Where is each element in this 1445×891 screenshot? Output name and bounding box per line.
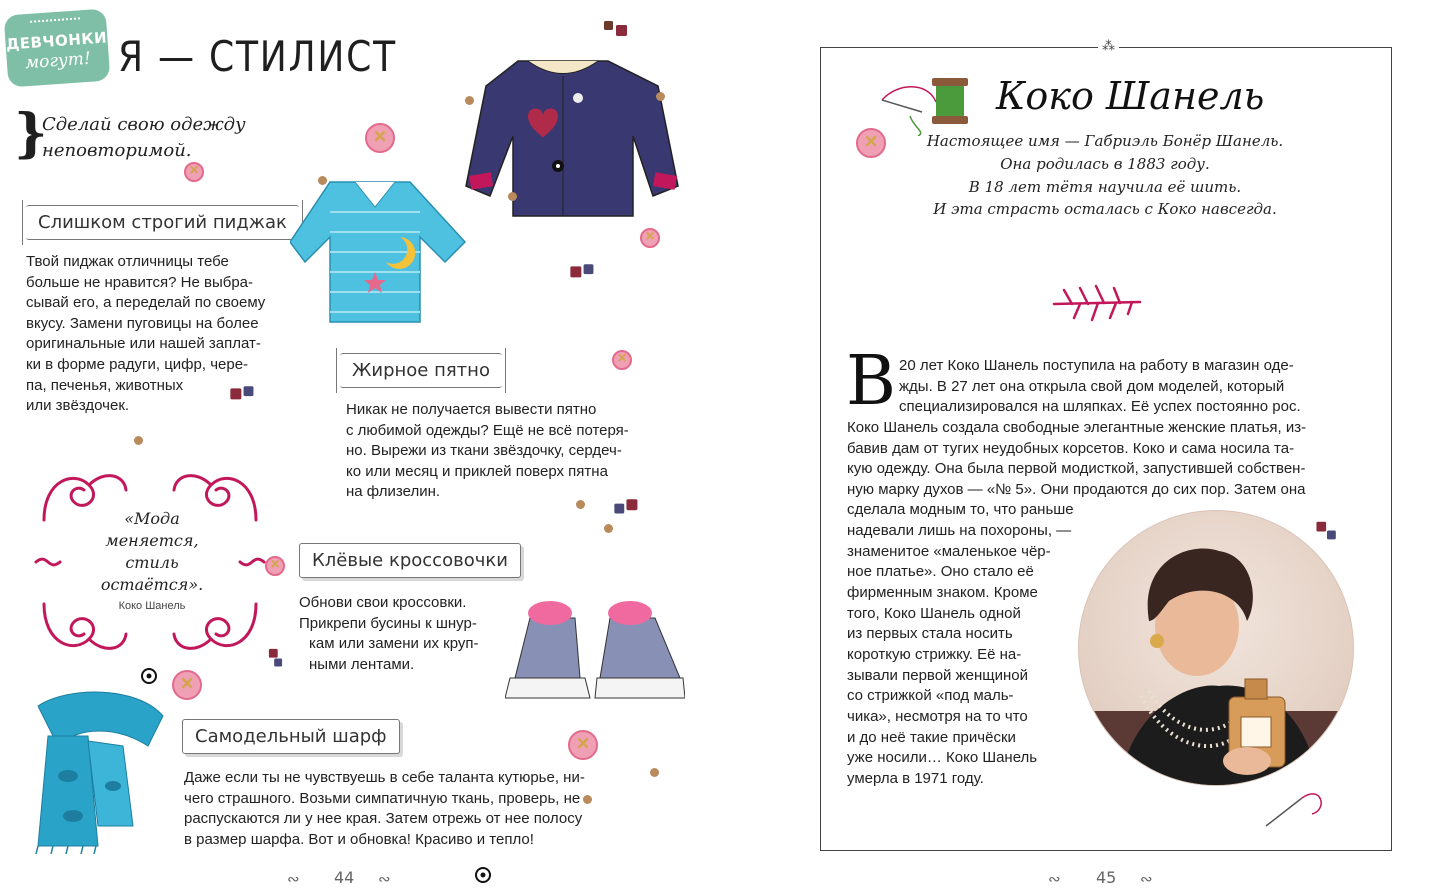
quote-text: [92, 508, 212, 596]
bio-line: фирменным знаком. Кроме: [847, 584, 1038, 601]
intro-line: В 18 лет тётя научила её шить.: [968, 177, 1242, 196]
sneakers-illustration: [505, 598, 685, 708]
bead-icon: [318, 176, 327, 185]
quote-line: стиль: [125, 553, 179, 572]
sewing-button-icon: [640, 228, 660, 248]
text-line: Даже если ты не чувствуешь в себе таланта кутюрье, ни-: [184, 769, 585, 786]
section-heading-stain: Жирное пятно: [340, 353, 502, 388]
sewing-button-icon: [612, 350, 632, 370]
biography-title: Коко Шанель: [996, 74, 1265, 118]
target-button-icon: [475, 867, 491, 883]
text-line: на флизелин.: [346, 483, 441, 501]
sewing-button-icon: [184, 162, 204, 182]
sewing-button-icon: [568, 730, 598, 760]
thread-spool-icon: [228, 384, 258, 406]
brand-badge: [4, 9, 111, 88]
footer-swirl: ∾: [1048, 870, 1061, 888]
text-line: оригинальные или нашей заплат-: [26, 335, 261, 353]
section-heading-jacket: Слишком строгий пиджак: [26, 205, 299, 240]
intro-line: Настоящее имя — Габриэль Бонёр Шанель.: [926, 132, 1284, 150]
target-button-icon: [141, 668, 157, 684]
bio-line: умерла в 1971 году.: [847, 770, 984, 787]
text-line: чего страшного. Возьми симпатичную ткань, проверь, не: [184, 789, 581, 807]
frame-ornament-top: ⁂: [1098, 38, 1119, 54]
text-line: ко или месяц и приклей поверх пятна: [346, 462, 608, 480]
bio-line: ное платье». Оно стало её: [847, 563, 1034, 580]
page-title: Я — СТИЛИСТ: [118, 32, 397, 81]
quote-line: «Мода: [124, 509, 180, 528]
quote-line: меняется,: [105, 531, 199, 550]
portrait-illustration: [1078, 510, 1354, 786]
section-text-stain: [346, 400, 646, 503]
page-number-left: 44: [334, 868, 355, 887]
bio-line: сделала модным то, что раньше: [847, 501, 1074, 518]
thread-spool-icon: [612, 497, 642, 519]
thread-spool-icon: [1312, 520, 1342, 542]
text-line: Обнови свои кроссовки.: [299, 594, 467, 611]
bio-line: короткую стрижку. Её на-: [847, 646, 1022, 663]
bead-icon: [650, 768, 659, 777]
badge-line2: могут!: [24, 48, 92, 74]
text-line: вкусу. Замени пуговицы на более: [26, 314, 259, 332]
text-line: в размер шарфа. Вот и обновка! Красиво и тепло!: [184, 830, 534, 848]
text-line: или звёздочек.: [26, 397, 130, 415]
bio-line: кую одежду. Она была первой модисткой, запустившей собствен-: [847, 460, 1306, 477]
text-line: кам или замени их круп-: [309, 635, 479, 653]
footer-swirl: ∾: [287, 870, 300, 888]
intro-line: Она родилась в 1883 году.: [1000, 154, 1210, 173]
page-number-right: 45: [1096, 868, 1117, 887]
bio-line: ную марку духов — «№ 5». Они продаются до сих пор. Затем она: [847, 481, 1306, 498]
badge-stitch: [30, 17, 80, 22]
subtitle-line2: неповторимой.: [42, 140, 192, 161]
brace-mark: }: [14, 103, 48, 164]
bio-line: чика», несмотря на то что: [847, 708, 1028, 725]
bio-line: со стрижкой «под маль-: [847, 687, 1014, 704]
scarf-illustration: [28, 686, 168, 856]
bio-line: 20 лет Коко Шанель поступила на работу в магазин оде-: [899, 357, 1294, 374]
sweater-illustration: [290, 172, 470, 332]
bio-line: бавив дам от тугих неудобных корсетов. Коко и сама носила та-: [847, 440, 1295, 457]
text-line: ки в форме радуги, цифр, чере-: [26, 355, 249, 373]
bio-line: зывали первой женщиной: [847, 667, 1028, 684]
bead-icon: [465, 96, 474, 105]
bead-icon: [576, 500, 585, 509]
bio-line: того, Коко Шанель одной: [847, 605, 1021, 622]
thread-spool-icon: [264, 648, 294, 670]
quote-block: [34, 460, 266, 664]
needle-thread-icon: [1262, 780, 1332, 830]
section-heading-scarf: Самодельный шарф: [182, 719, 400, 754]
footer-swirl: ∾: [1140, 870, 1153, 888]
portrait-art: [1079, 511, 1354, 786]
jacket-illustration: [458, 46, 688, 226]
sewing-button-icon: [265, 556, 285, 576]
spool-needle-illustration: [878, 72, 978, 136]
subtitle-line1: Сделай свою одежду: [42, 114, 246, 135]
section-heading-sneakers: Клёвые кроссовочки: [299, 543, 521, 578]
bead-icon: [583, 795, 592, 804]
bead-icon: [656, 92, 665, 101]
section-text-sneakers: [299, 593, 499, 675]
text-line: Никак не получается вывести пятно: [346, 401, 597, 418]
bio-line: знаменитое «маленькое чёр-: [847, 543, 1051, 560]
sewing-button-icon: [172, 670, 202, 700]
text-line: сывай его, а переделай по своему: [26, 294, 266, 312]
text-line: ными лентами.: [309, 655, 415, 673]
bead-icon: [604, 524, 613, 533]
quote-line: остаётся».: [100, 575, 204, 594]
text-line: больше не нравится? Не выбра-: [26, 273, 254, 291]
bio-line: уже носили… Коко Шанель: [847, 749, 1038, 766]
bio-line: Коко Шанель создала свободные элегантные женские платья, из-: [847, 419, 1307, 436]
sprig-ornament-icon: [1050, 282, 1144, 324]
text-line: Прикрепи бусины к шнур-: [299, 614, 477, 632]
section-text-scarf: [184, 768, 614, 850]
bio-line: и до неё такие причёски: [847, 729, 1016, 746]
badge-line1: ДЕВЧОНКИ: [5, 28, 108, 54]
text-line: па, печенья, животных: [26, 376, 184, 394]
bio-line: надевали лишь на похороны, —: [847, 522, 1072, 539]
biography-intro: [900, 130, 1310, 221]
footer-swirl: ∾: [378, 870, 391, 888]
quote-author: Коко Шанель: [118, 600, 186, 612]
subtitle: [42, 112, 282, 164]
text-line: с любимой одежды? Ещё не всё потеря-: [346, 421, 629, 439]
sewing-button-icon: [365, 123, 395, 153]
bead-icon: [508, 192, 517, 201]
text-line: но. Вырежи из ткани звёздочку, сердеч-: [346, 442, 622, 460]
bio-line: из первых стала носить: [847, 625, 1013, 642]
intro-line: И эта страсть осталась с Коко навсегда.: [933, 200, 1277, 219]
text-line: Твой пиджак отличницы тебе: [26, 253, 229, 270]
text-line: распускаются ли у нее края. Затем отрежь от нее полосу: [184, 810, 583, 828]
thread-spool-icon: [602, 18, 632, 40]
bead-icon: [134, 436, 143, 445]
drop-cap: В: [846, 342, 896, 421]
bio-line: специализировался на шляпках. Её успех постоянно рос.: [899, 398, 1301, 415]
sewing-button-icon: [856, 128, 886, 158]
thread-spool-icon: [568, 262, 598, 284]
bio-line: жды. В 27 лет она открыла свой дом моделей, который: [899, 378, 1285, 395]
